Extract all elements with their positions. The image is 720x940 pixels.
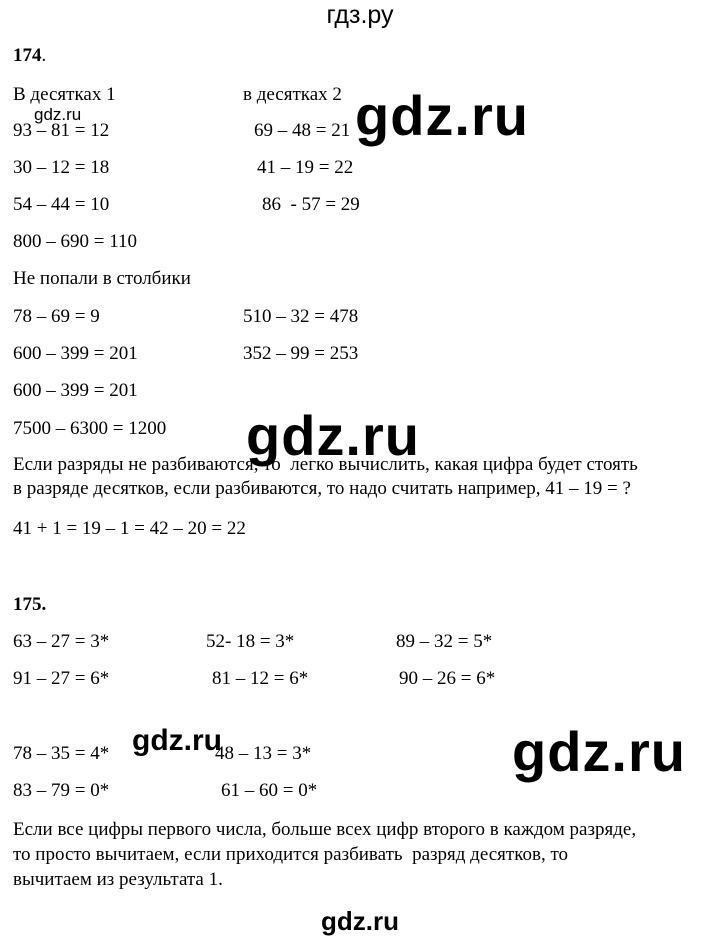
task-175-eq: 61 – 60 = 0* — [221, 780, 318, 801]
task-175-explanation-line: вычитаем из результата 1. — [13, 869, 223, 890]
task-175-number: 175. — [13, 594, 47, 615]
column1-eq: 54 – 44 = 10 — [13, 194, 110, 215]
task-174-number-text: 174 — [13, 45, 42, 66]
missed-right-eq: 352 – 99 = 253 — [243, 343, 359, 364]
site-title: гдз.ру — [326, 1, 394, 29]
explanation-line: Если разряды не разбиваются, то легко вычислить, какая цифра будет стоять — [13, 454, 638, 475]
footer-watermark: gdz.ru — [321, 906, 399, 936]
missed-left-eq: 7500 – 6300 = 1200 — [13, 418, 167, 439]
missed-left-eq: 600 – 399 = 201 — [13, 380, 138, 401]
task-175-eq: 63 – 27 = 3* — [13, 631, 110, 652]
watermark-small: gdz.ru — [34, 105, 82, 124]
missed-left-eq: 600 – 399 = 201 — [13, 343, 138, 364]
column2-eq: 86 - 57 = 29 — [262, 194, 360, 215]
missed-label: Не попали в столбики — [13, 268, 191, 289]
explanation-line: в разряде десятков, если разбиваются, то надо считать например, 41 – 19 = ? — [13, 478, 631, 499]
task-175-explanation-line: Если все цифры первого числа, больше всех цифр второго в каждом разряде, — [13, 819, 637, 840]
task-175-eq: 81 – 12 = 6* — [212, 668, 309, 689]
task-175-eq: 83 – 79 = 0* — [13, 780, 110, 801]
task-175-eq: 89 – 32 = 5* — [396, 631, 493, 652]
missed-right-eq: 510 – 32 = 478 — [243, 306, 359, 327]
watermark-big-1: gdz.ru — [355, 84, 529, 147]
task-175-explanation-line: то просто вычитаем, если приходится разбивать разряд десятков, то — [13, 844, 568, 865]
task-175-eq: 91 – 27 = 6* — [13, 668, 110, 689]
example-eq: 41 + 1 = 19 – 1 = 42 – 20 = 22 — [13, 518, 246, 539]
task-175-eq: 90 – 26 = 6* — [399, 668, 496, 689]
column2-label: в десятках 2 — [243, 84, 342, 105]
column2-eq: 41 – 19 = 22 — [257, 157, 354, 178]
column2-eq: 69 – 48 = 21 — [254, 120, 351, 141]
watermark-big-2: gdz.ru — [246, 404, 420, 467]
column1-eq: 30 – 12 = 18 — [13, 157, 110, 178]
column1-eq: 93 – 81 = 12 — [13, 120, 110, 141]
watermark-big-3: gdz.ru — [512, 720, 686, 783]
task-175-eq: 78 – 35 = 4* — [13, 743, 110, 764]
watermark-mid: gdz.ru — [132, 724, 222, 757]
missed-left-eq: 78 – 69 = 9 — [13, 306, 100, 327]
task-175-eq: 48 – 13 = 3* — [215, 743, 312, 764]
column1-eq: 800 – 690 = 110 — [13, 231, 138, 252]
task-174-number: 174. — [13, 45, 47, 66]
task-175-eq: 52- 18 = 3* — [206, 631, 295, 652]
column1-label: В десятках 1 — [13, 84, 116, 105]
